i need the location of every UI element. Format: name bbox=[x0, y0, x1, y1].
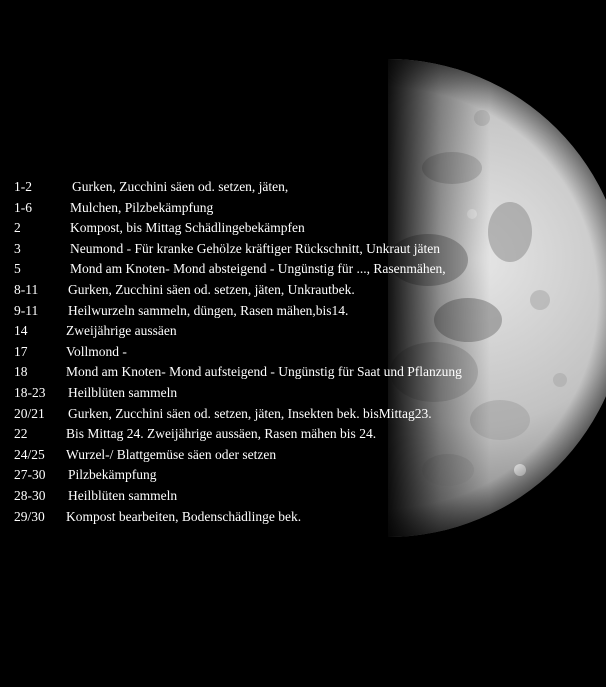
calendar-entry bbox=[14, 404, 604, 425]
calendar-entry bbox=[14, 486, 604, 507]
calendar-entry-task: Kompost bearbeiten, Bodenschädlinge bek. bbox=[66, 508, 302, 524]
calendar-entry bbox=[14, 424, 604, 445]
calendar-entry-day: 5 bbox=[14, 261, 21, 277]
calendar-entry-task: Neumond - Für kranke Gehölze kräftiger Rückschnitt, Unkraut jäten bbox=[70, 240, 441, 256]
calendar-entry bbox=[14, 465, 604, 486]
calendar-entry bbox=[14, 198, 604, 219]
calendar-entry-day: 2 bbox=[14, 220, 21, 236]
calendar-entry-task: Heilblüten sammeln bbox=[68, 384, 178, 400]
calendar-entry bbox=[14, 239, 604, 260]
calendar-entry-task: Mond am Knoten- Mond aufsteigend - Ungünstig für Saat und Pflanzung bbox=[66, 364, 462, 380]
calendar-entry-task: Gurken, Zucchini säen od. setzen, jäten, bbox=[72, 179, 289, 194]
calendar-entry bbox=[14, 177, 604, 198]
calendar-entry-task: Mond am Knoten- Mond absteigend - Ungünstig für ..., Rasenmähen, bbox=[70, 261, 446, 277]
calendar-entry bbox=[14, 362, 604, 383]
calendar-entry-day: 3 bbox=[14, 240, 21, 256]
calendar-entry-task: Mulchen, Pilzbekämpfung bbox=[70, 199, 214, 215]
calendar-entry-task: Kompost, bis Mittag Schädlingebekämpfen bbox=[70, 220, 305, 236]
calendar-entry-day: 29/30 bbox=[14, 508, 45, 524]
planting-calendar bbox=[14, 177, 604, 527]
calendar-entry-day: 22 bbox=[14, 426, 28, 442]
calendar-entry-day: 8-11 bbox=[14, 281, 39, 297]
calendar-entry-day: 20/21 bbox=[14, 405, 45, 421]
calendar-entry-task: Wurzel-/ Blattgemüse säen oder setzen bbox=[66, 446, 277, 462]
calendar-entry-day: 14 bbox=[14, 323, 28, 339]
calendar-entry-task: Heilblüten sammeln bbox=[68, 487, 178, 503]
calendar-entry-day: 28-30 bbox=[14, 487, 46, 503]
calendar-entry-day: 24/25 bbox=[14, 446, 45, 462]
calendar-entry bbox=[14, 301, 604, 322]
calendar-entry bbox=[14, 383, 604, 404]
calendar-entry-task: Vollmond - bbox=[66, 343, 127, 359]
calendar-entry bbox=[14, 218, 604, 239]
calendar-entry bbox=[14, 342, 604, 363]
calendar-entry-task: Gurken, Zucchini säen od. setzen, jäten, Unkrautbek. bbox=[68, 281, 355, 297]
calendar-entry bbox=[14, 321, 604, 342]
calendar-entry-task: Zweijährige aussäen bbox=[66, 323, 177, 339]
calendar-entry-task: Gurken, Zucchini säen od. setzen, jäten, Insekten bek. bisMittag23. bbox=[68, 405, 432, 421]
calendar-entry-day: 27-30 bbox=[14, 467, 46, 483]
calendar-entry bbox=[14, 507, 604, 528]
calendar-entry-day: 18-23 bbox=[14, 384, 46, 400]
calendar-entry bbox=[14, 445, 604, 466]
calendar-entry-day: 1-2 bbox=[14, 179, 32, 194]
calendar-entry-task: Bis Mittag 24. Zweijährige aussäen, Rasen mähen bis 24. bbox=[66, 426, 377, 442]
calendar-entry-day: 17 bbox=[14, 343, 28, 359]
calendar-entry-task: Heilwurzeln sammeln, düngen, Rasen mähen,bis14. bbox=[68, 302, 349, 318]
calendar-entry-task: Pilzbekämpfung bbox=[68, 467, 157, 483]
calendar-entry-day: 9-11 bbox=[14, 302, 39, 318]
calendar-entry-day: 1-6 bbox=[14, 199, 32, 215]
calendar-entry bbox=[14, 259, 604, 280]
calendar-entry bbox=[14, 280, 604, 301]
calendar-entry-day: 18 bbox=[14, 364, 28, 380]
